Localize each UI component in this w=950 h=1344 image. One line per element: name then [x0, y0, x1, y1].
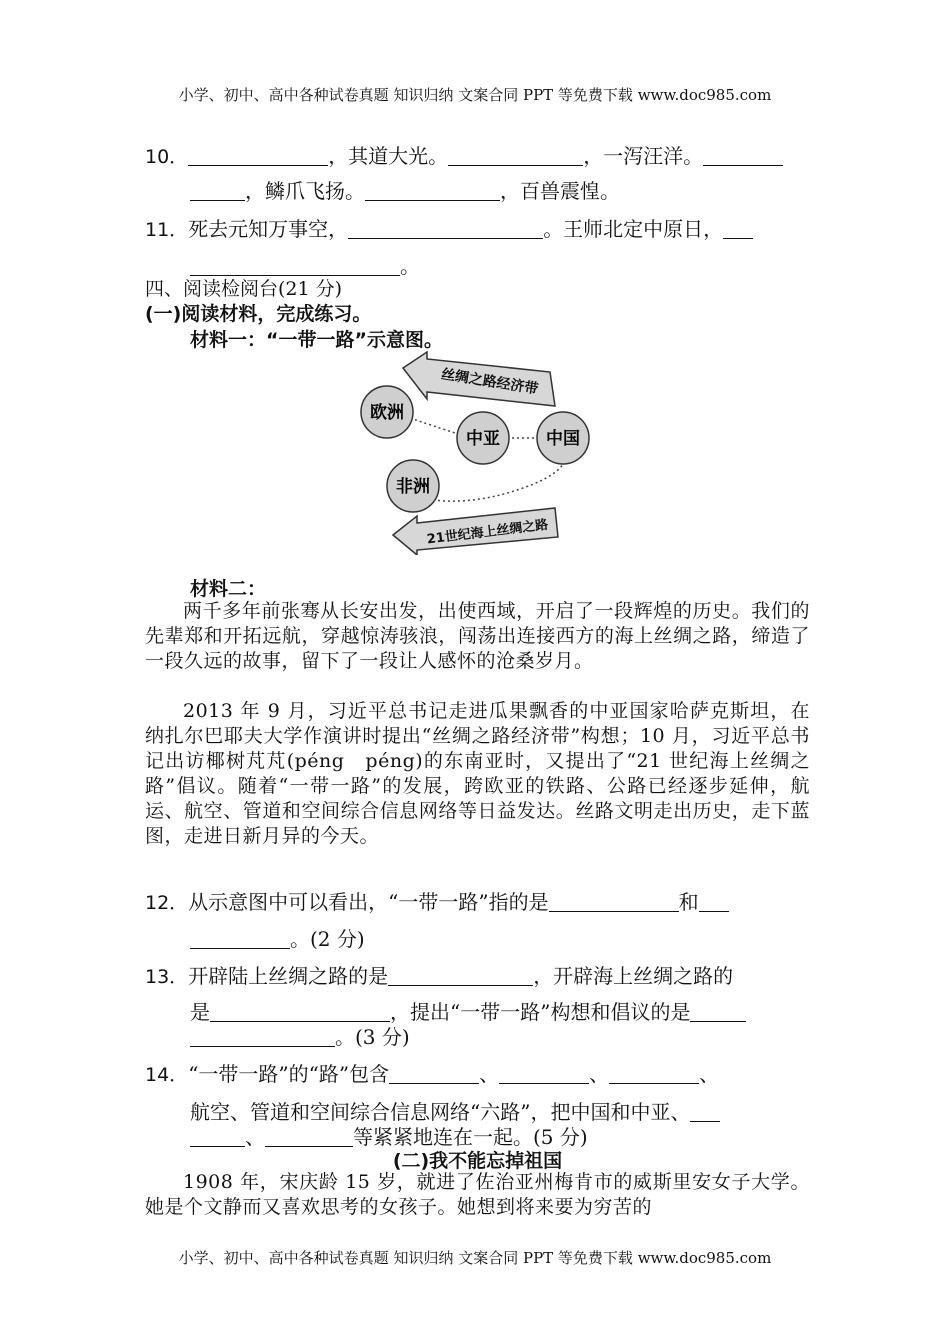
question-14-line2: 航空、管道和空间综合信息网络“六路”，把中国和中亚、: [190, 1096, 720, 1125]
answer-blank[interactable]: [388, 965, 533, 986]
question-13: 13．开辟陆上丝绸之路的是 ，开辟海上丝绸之路的: [145, 964, 734, 988]
answer-blank[interactable]: [448, 145, 583, 166]
maritime-road-arrow: [393, 508, 558, 555]
question-number: 12．: [145, 892, 189, 914]
answer-blank[interactable]: [723, 218, 753, 239]
question-13-line3: 。(3 分): [190, 1021, 410, 1050]
answer-blank[interactable]: [190, 1126, 245, 1147]
material-2-label: 材料二：: [190, 578, 267, 600]
answer-blank[interactable]: [549, 891, 679, 912]
question-11: 11．死去元知万事空， 。王师北定中原日，: [145, 213, 810, 242]
answer-blank[interactable]: [190, 180, 245, 201]
subsection-2-title: (二)我不能忘掉祖国: [392, 1150, 563, 1172]
material-2-paragraph-2: 2013 年 9 月，习近平总书记走进瓜果飘香的中亚国家哈萨克斯坦，在纳扎尔巴耶夫大学作演讲时提出“丝绸之路经济带”构想；10 月，习近平总书记出访椰树芃芃(péng péng)的东南亚时，又提出了“21 世纪海上丝绸之路”倡议。随着“一带一路”的发展，跨欧亚的铁路、公路已经逐步延伸，航运、航空、管道和空间综合信息网络等日益发达。丝路文明走出历史，走下蓝图，走进日新月异的今天。: [145, 700, 810, 847]
answer-blank[interactable]: [699, 891, 729, 912]
page-footer: 小学、初中、高中各种试卷真题 知识归纳 文案合同 PPT 等免费下载 www.doc985.com: [178, 1249, 772, 1267]
answer-blank[interactable]: [210, 1001, 390, 1022]
question-11-line2: 。: [190, 250, 420, 279]
answer-blank[interactable]: [609, 1063, 699, 1084]
question-number: 13．: [145, 966, 189, 988]
answer-blank[interactable]: [499, 1063, 589, 1084]
answer-blank[interactable]: [188, 145, 328, 166]
subsection-title: (一)阅读材料，完成练习。: [145, 303, 372, 325]
section-title: 四、阅读检阅台(21 分): [145, 278, 343, 300]
question-12-line2: 。(2 分): [190, 923, 365, 952]
node-europe: [361, 386, 413, 438]
maritime-road-label: 21世纪海上丝绸之路: [426, 517, 550, 548]
answer-blank[interactable]: [703, 145, 783, 166]
svg-text:非洲: 非洲: [396, 477, 430, 497]
question-14: 14．“一带一路”的“路”包含 、 、 、: [145, 1062, 720, 1086]
route-africa-china: [433, 460, 565, 501]
page-header: 小学、初中、高中各种试卷真题 知识归纳 文案合同 PPT 等免费下载 www.doc985.com: [178, 86, 772, 104]
node-central-asia: [457, 412, 509, 464]
svg-text:欧洲: 欧洲: [370, 403, 404, 423]
silk-road-belt-arrow: [403, 352, 555, 406]
question-13-line2: 是 ，提出“一带一路”构想和倡议的是: [190, 996, 746, 1025]
belt-road-map: [355, 350, 605, 555]
material-2-paragraph-1: 两千多年前张骞从长安出发，出使西域，开启了一段辉煌的历史。我们的先辈郑和开拓远航，穿越惊涛骇浪，闯荡出连接西方的海上丝绸之路，缔造了一段久远的故事，留下了一段让人感怀的沧桑岁月。: [145, 600, 810, 672]
question-number: 10．: [145, 146, 189, 168]
question-number: 11．: [145, 219, 189, 241]
answer-blank[interactable]: [365, 180, 500, 201]
answer-blank[interactable]: [190, 255, 400, 276]
answer-blank[interactable]: [348, 218, 543, 239]
answer-blank[interactable]: [265, 1126, 353, 1147]
answer-blank[interactable]: [690, 1001, 746, 1022]
svg-text:中亚: 中亚: [466, 429, 500, 449]
answer-blank[interactable]: [190, 928, 290, 949]
question-number: 14．: [145, 1064, 189, 1086]
answer-blank[interactable]: [190, 1026, 335, 1047]
node-africa: [387, 460, 439, 512]
answer-blank[interactable]: [389, 1063, 479, 1084]
silk-road-belt-label: 丝绸之路经济带: [439, 366, 540, 398]
question-14-line3: 、 等紧紧地连在一起。(5 分): [190, 1121, 588, 1150]
svg-text:中国: 中国: [546, 429, 580, 449]
story-paragraph-1: 1908 年，宋庆龄 15 岁，就进了佐治亚州梅肯市的威斯里安女子大学。她是个文静而又喜欢思考的女孩子。她想到将来要为穷苦的: [145, 1171, 810, 1218]
answer-blank[interactable]: [690, 1101, 720, 1122]
material-1-label: 材料一：“一带一路”示意图。: [190, 329, 443, 351]
node-china: [537, 412, 589, 464]
question-10: 10． ，其道大光。 ，一泻汪洋。: [145, 140, 810, 169]
question-12: 12．从示意图中可以看出，“一带一路”指的是 和: [145, 886, 810, 915]
question-10-line2: ，鳞爪飞扬。 ，百兽震惶。: [190, 175, 620, 204]
